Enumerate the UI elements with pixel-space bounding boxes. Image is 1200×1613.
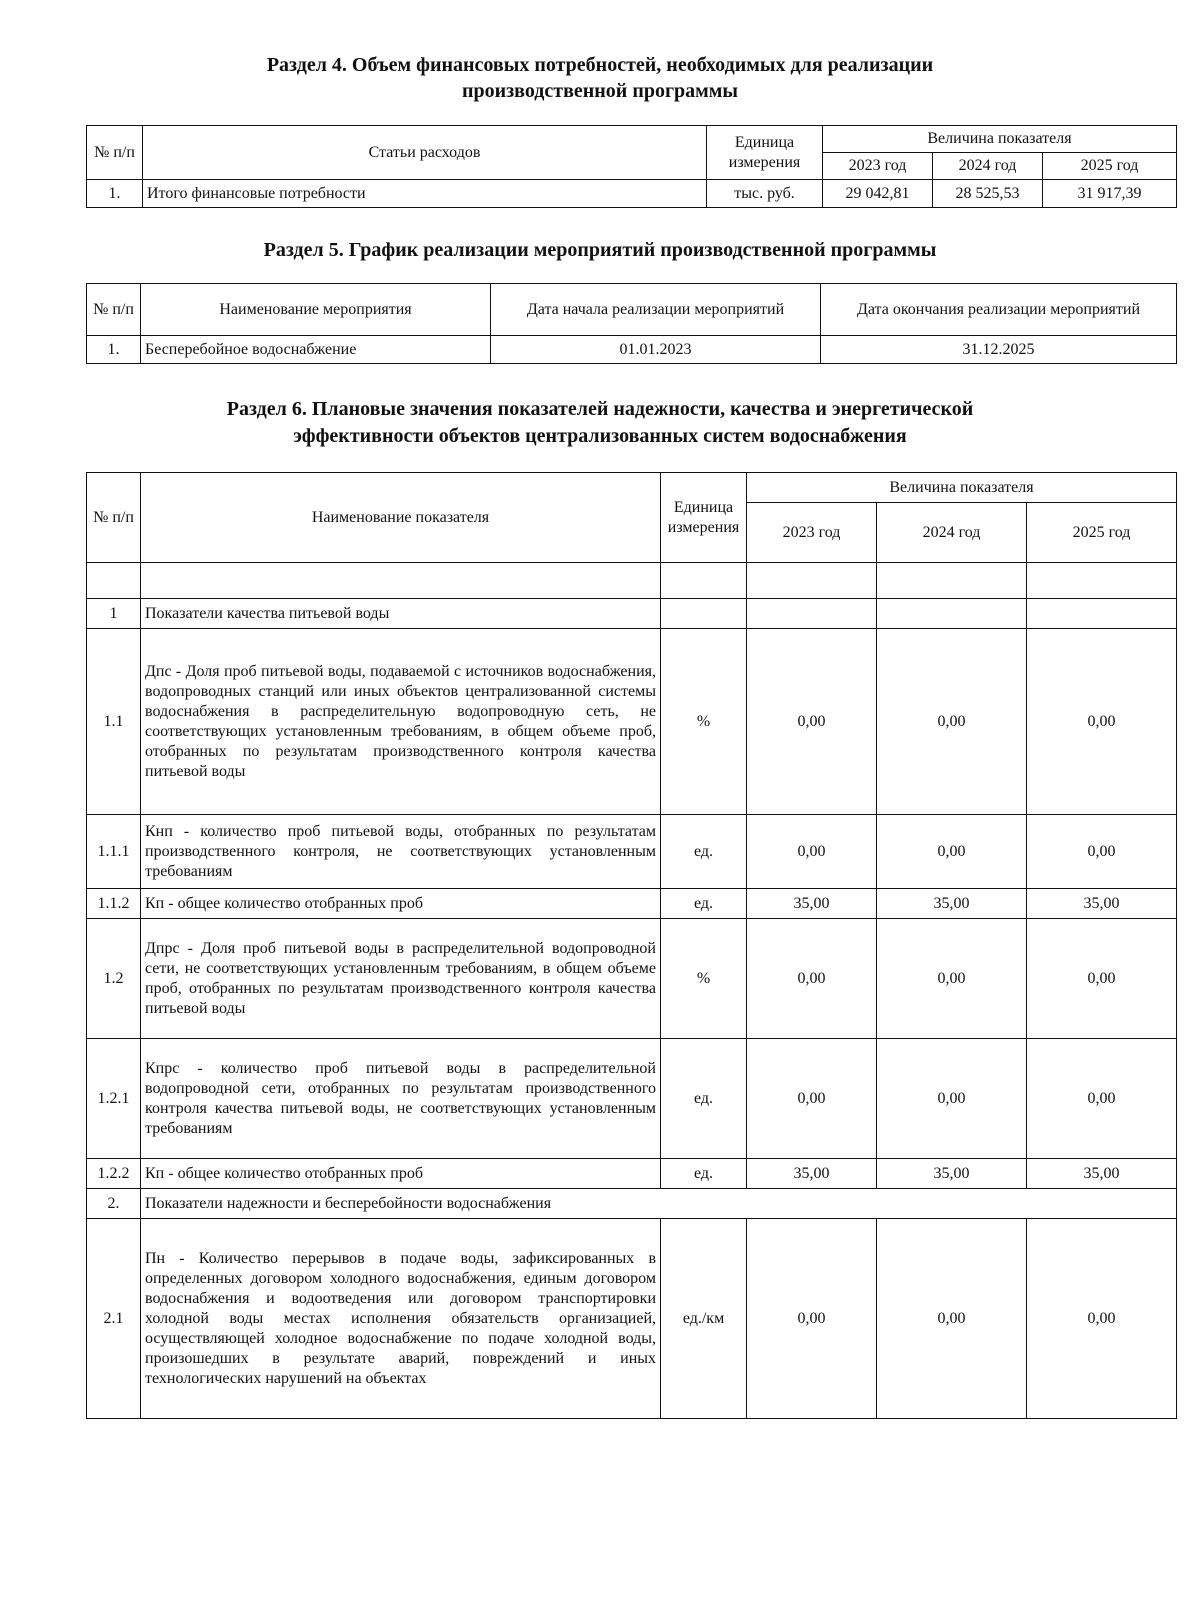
s6-row-value: 0,00 xyxy=(1027,815,1177,889)
s5-header-start: Дата начала реализации мероприятий xyxy=(491,284,821,336)
section6-title-line2: эффективности объектов централизованных систем водоснабжения xyxy=(293,425,907,447)
table-row xyxy=(87,599,1177,629)
s6-row-unit: ед./км xyxy=(661,1219,747,1419)
s4-header-num: № п/п xyxy=(87,126,143,180)
s4-row-num: 1. xyxy=(87,180,143,208)
s4-row-value: 29 042,81 xyxy=(823,180,933,208)
s6-row-unit: % xyxy=(661,629,747,815)
section4-title-line1: Раздел 4. Объем финансовых потребностей, необходимых для реализации xyxy=(266,54,934,76)
s4-header-year: 2025 год xyxy=(1043,153,1177,180)
s6-row-value: 0,00 xyxy=(747,919,877,1039)
section6-table xyxy=(86,472,1177,1419)
s4-header-item: Статьи расходов xyxy=(143,126,707,180)
table-row xyxy=(87,336,1177,364)
s6-row-value: 0,00 xyxy=(747,1039,877,1159)
s6-header-num: № п/п xyxy=(87,473,141,563)
s6-row-value: 35,00 xyxy=(877,889,1027,919)
s6-row-value: 0,00 xyxy=(1027,1039,1177,1159)
s5-header-num: № п/п xyxy=(87,284,141,336)
s6-row-value: 0,00 xyxy=(1027,629,1177,815)
s6-row-value: 0,00 xyxy=(877,919,1027,1039)
s6-row-value: 0,00 xyxy=(877,629,1027,815)
s6-row-value: 35,00 xyxy=(747,889,877,919)
s6-row-value: 35,00 xyxy=(1027,889,1177,919)
s4-row-value: 31 917,39 xyxy=(1043,180,1177,208)
s6-row-unit: ед. xyxy=(661,815,747,889)
s6-header-year: 2023 год xyxy=(747,503,877,563)
s6-row-value xyxy=(1027,599,1177,629)
section6-title-line1: Раздел 6. Плановые значения показателей надежности, качества и энергетической xyxy=(226,398,974,420)
s6-row-num: 1.2.1 xyxy=(87,1039,141,1159)
s6-row-value: 35,00 xyxy=(877,1159,1027,1189)
table-row xyxy=(87,889,1177,919)
s6-header-year: 2024 год xyxy=(877,503,1027,563)
s4-row-unit: тыс. руб. xyxy=(707,180,823,208)
s5-row-num: 1. xyxy=(87,336,141,364)
s6-row-value: 0,00 xyxy=(877,815,1027,889)
s6-row-name: Показатели качества питьевой воды xyxy=(141,599,661,629)
s6-row-unit: ед. xyxy=(661,1039,747,1159)
s4-header-value: Величина показателя xyxy=(823,126,1177,153)
s4-header-year: 2024 год xyxy=(933,153,1043,180)
s6-row-name: Кпрс - количество проб питьевой воды в распределительной водопроводной сети, отобранных по результатам производственного контроля качества питьевой воды, не соответствующих установленным требованиям xyxy=(141,1039,661,1159)
s6-row-value xyxy=(877,599,1027,629)
s6-row-name: Кп - общее количество отобранных проб xyxy=(141,889,661,919)
s4-header-unit: Единица измерения xyxy=(707,126,823,180)
section5-title: Раздел 5. График реализации мероприятий производственной программы xyxy=(263,239,937,261)
s6-header-year: 2025 год xyxy=(1027,503,1177,563)
s6-row-name: Показатели надежности и бесперебойности водоснабжения xyxy=(141,1189,1177,1219)
s6-row-value: 0,00 xyxy=(747,815,877,889)
table-row xyxy=(87,629,1177,815)
s6-row-num: 1.1.2 xyxy=(87,889,141,919)
s6-row-value: 35,00 xyxy=(747,1159,877,1189)
s6-row-unit xyxy=(661,599,747,629)
table-row xyxy=(87,1159,1177,1189)
s6-header-name: Наименование показателя xyxy=(141,473,661,563)
s6-row-unit: % xyxy=(661,919,747,1039)
s6-row-name: Кнп - количество проб питьевой воды, отобранных по результатам производственного контроля, не соответствующих установленным требованиям xyxy=(141,815,661,889)
table-row xyxy=(87,1219,1177,1419)
s5-header-end: Дата окончания реализации мероприятий xyxy=(821,284,1177,336)
table-row xyxy=(87,180,1177,208)
section5-table xyxy=(86,283,1177,364)
s6-row-name: Пн - Количество перерывов в подаче воды, зафиксированных в определенных договором холодного водоснабжения, единым договором водоснабжения и водоотведения или договором транспортировки холодной воды местах исполнения обязательств организацией, осуществляющей холодное водоснабжение по подаче холодной воды, произошедших в результате аварий, повреждений и иных технологических нарушений на объектах xyxy=(141,1219,661,1419)
s6-row-num: 1 xyxy=(87,599,141,629)
s6-row-value: 0,00 xyxy=(747,629,877,815)
s6-row-num: 1.1 xyxy=(87,629,141,815)
section4-title-line2: производственной программы xyxy=(461,80,739,102)
table-row xyxy=(87,1039,1177,1159)
s6-row-unit: ед. xyxy=(661,889,747,919)
s6-row-num: 2.1 xyxy=(87,1219,141,1419)
s6-row-value xyxy=(747,599,877,629)
s5-header-name: Наименование мероприятия xyxy=(141,284,491,336)
s6-row-name: Дпс - Доля проб питьевой воды, подаваемой с источников водоснабжения, водопроводных станций или иных объектов централизованной системы водоснабжения в распределительную водопроводную сеть, не соответствующих установленным требованиям, в общем объеме проб, отобранных по результатам производственного контроля качества питьевой воды xyxy=(141,629,661,815)
s6-row-value: 0,00 xyxy=(1027,919,1177,1039)
s6-header-unit: Единица измерения xyxy=(661,473,747,563)
s6-row-num: 2. xyxy=(87,1189,141,1219)
empty-row xyxy=(87,563,1177,599)
table-row xyxy=(87,919,1177,1039)
table-row xyxy=(87,815,1177,889)
s6-row-num: 1.2 xyxy=(87,919,141,1039)
s6-row-value: 0,00 xyxy=(747,1219,877,1419)
s6-row-value: 35,00 xyxy=(1027,1159,1177,1189)
s6-row-num: 1.2.2 xyxy=(87,1159,141,1189)
s6-row-name: Кп - общее количество отобранных проб xyxy=(141,1159,661,1189)
s6-row-unit: ед. xyxy=(661,1159,747,1189)
section4-table xyxy=(86,125,1177,208)
s5-row-start: 01.01.2023 xyxy=(491,336,821,364)
s4-row-item: Итого финансовые потребности xyxy=(143,180,707,208)
s6-header-value: Величина показателя xyxy=(747,473,1177,503)
s5-row-end: 31.12.2025 xyxy=(821,336,1177,364)
s6-row-value: 0,00 xyxy=(877,1039,1027,1159)
s5-row-name: Бесперебойное водоснабжение xyxy=(141,336,491,364)
s4-row-value: 28 525,53 xyxy=(933,180,1043,208)
table-row xyxy=(87,1189,1177,1219)
s6-row-value: 0,00 xyxy=(877,1219,1027,1419)
s6-row-value: 0,00 xyxy=(1027,1219,1177,1419)
s4-header-year: 2023 год xyxy=(823,153,933,180)
s6-row-name: Дпрс - Доля проб питьевой воды в распределительной водопроводной сети, не соответствующих установленным требованиям, в общем объеме проб, отобранных по результатам производственного контроля качества питьевой воды xyxy=(141,919,661,1039)
s6-row-num: 1.1.1 xyxy=(87,815,141,889)
